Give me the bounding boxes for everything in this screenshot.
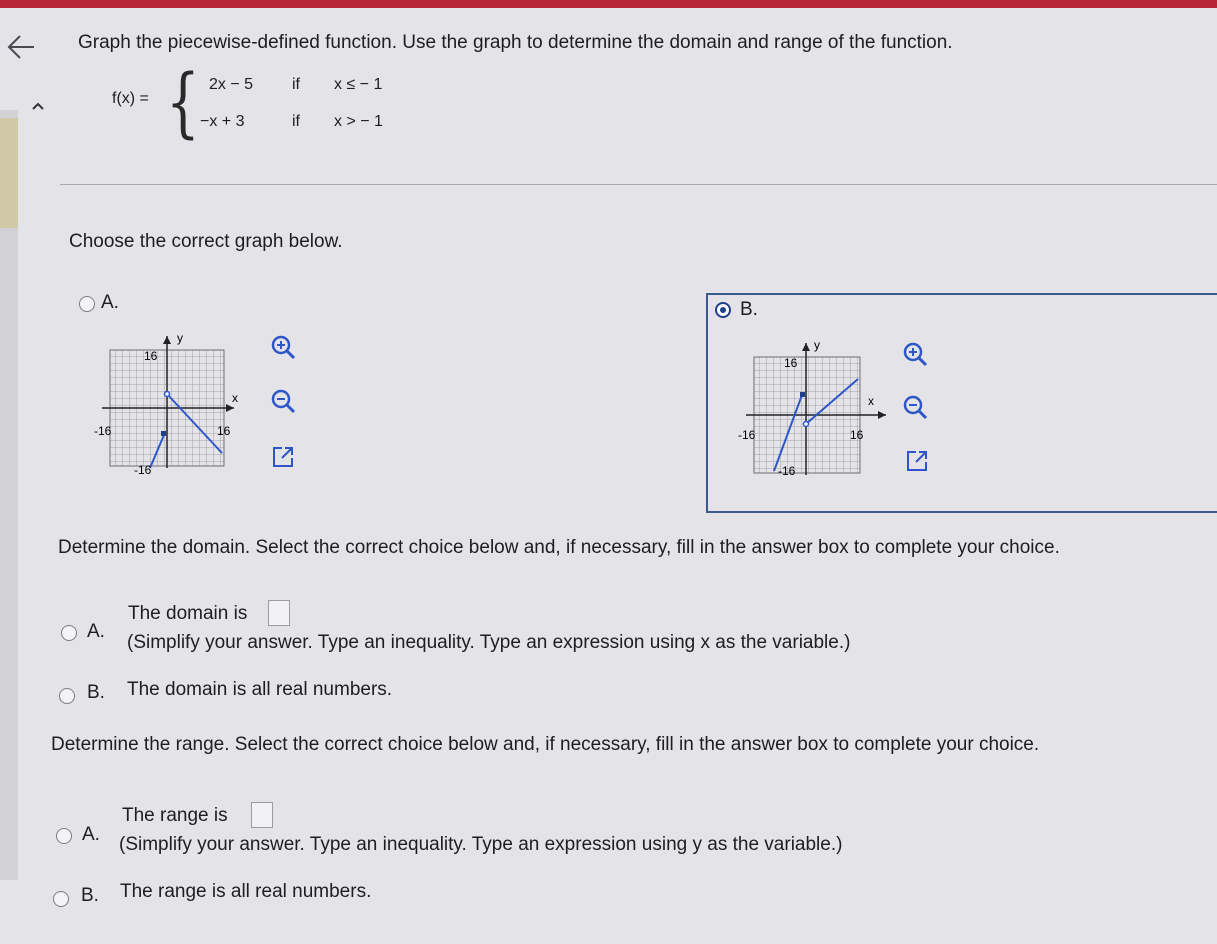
graph-a-x-min-label: -16 — [94, 424, 112, 438]
graph-a-zoom-in-icon[interactable] — [266, 330, 300, 364]
domain-option-b-radio[interactable] — [59, 688, 75, 704]
back-arrow-icon[interactable] — [4, 30, 38, 64]
case-1-expression: 2x − 5 — [209, 76, 254, 93]
graph-b-external-link-icon[interactable] — [900, 444, 934, 478]
domain-option-a-text: The domain is — [128, 603, 248, 624]
graph-option-a-label: A. — [101, 292, 119, 313]
domain-option-a-label: A. — [87, 621, 105, 642]
graph-a-zoom-out-icon[interactable] — [266, 384, 300, 418]
range-option-a-hint: (Simplify your answer. Type an inequality. Type an expression using y as the variable.) — [119, 834, 843, 855]
graph-b-x-max-label: 16 — [850, 428, 864, 442]
question-instruction: Graph the piecewise-defined function. Use the graph to determine the domain and range of the function. — [78, 32, 953, 53]
case-2-condition: x > − 1 — [334, 113, 383, 130]
graph-b-y-max-label: 16 — [784, 356, 798, 370]
graph-b-y-min-label: -16 — [778, 464, 796, 478]
range-option-a-text: The range is — [122, 805, 228, 826]
graph-a-y-max-label: 16 — [144, 349, 158, 363]
function-name: f(x) = — [112, 90, 149, 107]
case-2-if: if — [292, 113, 300, 130]
chevron-up-icon[interactable] — [30, 100, 46, 112]
graph-b-x-min-label: -16 — [738, 428, 756, 442]
range-answer-box[interactable] — [251, 802, 273, 828]
left-scrollbar-thumb[interactable] — [0, 118, 18, 228]
graph-option-a-radio[interactable] — [79, 296, 95, 312]
graph-option-a — [94, 328, 254, 483]
graph-a-x-max-label: 16 — [217, 424, 231, 438]
graph-option-b — [738, 335, 898, 485]
graph-option-b-radio[interactable] — [715, 302, 731, 318]
graph-b-zoom-in-icon[interactable] — [898, 337, 932, 371]
top-color-strip — [0, 0, 1217, 8]
brace-symbol: { — [166, 57, 200, 146]
domain-prompt: Determine the domain. Select the correct choice below and, if necessary, fill in the answer box to complete your choice. — [58, 537, 1060, 558]
graph-a-y-axis-label: y — [177, 331, 183, 345]
range-option-a-label: A. — [82, 824, 100, 845]
range-prompt: Determine the range. Select the correct choice below and, if necessary, fill in the answer box to complete your choice. — [51, 734, 1040, 755]
range-option-b-radio[interactable] — [53, 891, 69, 907]
range-option-b-text: The range is all real numbers. — [120, 881, 372, 902]
graph-b-y-axis-label: y — [814, 338, 820, 352]
domain-option-a-radio[interactable] — [61, 625, 77, 641]
range-option-a-radio[interactable] — [56, 828, 72, 844]
case-1-if: if — [292, 76, 300, 93]
graph-prompt: Choose the correct graph below. — [69, 231, 343, 252]
domain-option-a-hint: (Simplify your answer. Type an inequality. Type an expression using x as the variable.) — [127, 632, 851, 653]
graph-b-x-axis-label: x — [868, 394, 874, 408]
section-divider — [60, 184, 1217, 185]
graph-option-b-label: B. — [740, 299, 758, 320]
case-2-expression: −x + 3 — [200, 113, 245, 130]
domain-answer-box[interactable] — [268, 600, 290, 626]
graph-b-zoom-out-icon[interactable] — [898, 390, 932, 424]
graph-a-external-link-icon[interactable] — [266, 440, 300, 474]
graph-a-x-axis-label: x — [232, 391, 238, 405]
domain-option-b-label: B. — [87, 682, 105, 703]
range-option-b-label: B. — [81, 885, 99, 906]
domain-option-b-text: The domain is all real numbers. — [127, 679, 393, 700]
graph-a-y-min-label: -16 — [134, 463, 152, 477]
case-1-condition: x ≤ − 1 — [334, 76, 383, 93]
